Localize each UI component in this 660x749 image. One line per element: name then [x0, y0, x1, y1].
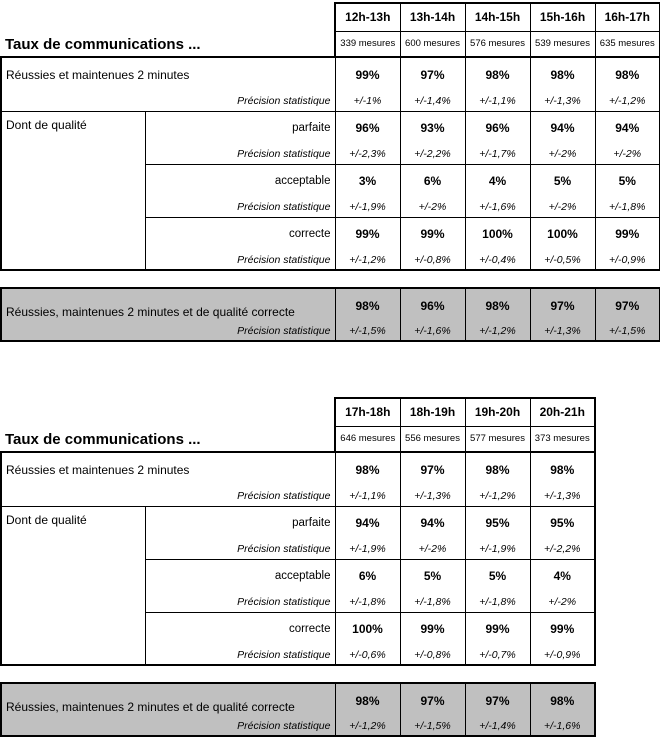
- summary-value-cell: 97%: [530, 288, 595, 322]
- table-title: Taux de communications ...: [5, 431, 201, 448]
- value-cell: 99%: [465, 612, 530, 645]
- precision-cell: +/-1,1%: [335, 486, 400, 506]
- summary-value-cell: 98%: [465, 288, 530, 322]
- precision-cell: +/-1,8%: [335, 592, 400, 612]
- row-label-parfaite: parfaite: [292, 121, 331, 134]
- precision-cell: +/-2%: [530, 197, 595, 217]
- row-label-acceptable: acceptable: [274, 174, 331, 187]
- precision-cell: +/-2,2%: [400, 144, 465, 164]
- precision-cell: +/-1,8%: [595, 197, 660, 217]
- summary-precision-cell: +/-1,3%: [530, 322, 595, 341]
- hour-header: 20h-21h: [530, 398, 595, 426]
- value-cell: 4%: [465, 164, 530, 197]
- value-cell: 5%: [465, 559, 530, 592]
- value-cell: 99%: [335, 57, 400, 91]
- precision-cell: +/-1,3%: [530, 486, 595, 506]
- summary-value-cell: 98%: [530, 683, 595, 717]
- value-cell: 97%: [400, 452, 465, 486]
- data-table: [0, 2, 660, 342]
- row-label-reussies: Réussies et maintenues 2 minutes: [1, 452, 335, 486]
- value-cell: 6%: [335, 559, 400, 592]
- row-label-correcte: correcte: [288, 227, 331, 240]
- value-cell: 5%: [530, 164, 595, 197]
- value-cell: 94%: [595, 111, 660, 144]
- precision-cell: +/-1%: [335, 91, 400, 111]
- precision-label: Précision statistique: [1, 91, 335, 111]
- value-cell: 4%: [530, 559, 595, 592]
- hour-header: 15h-16h: [530, 3, 595, 31]
- value-cell: 98%: [530, 57, 595, 91]
- precision-cell: +/-0,6%: [335, 645, 400, 665]
- summary-precision-cell: +/-1,2%: [465, 322, 530, 341]
- value-cell: 100%: [530, 217, 595, 250]
- value-cell: 93%: [400, 111, 465, 144]
- summary-value-cell: 98%: [335, 288, 400, 322]
- summary-precision-cell: +/-1,6%: [530, 717, 595, 736]
- precision-label: Précision statistique: [1, 322, 335, 341]
- row-label-reussies: Réussies et maintenues 2 minutes: [1, 57, 335, 91]
- summary-precision-cell: +/-1,5%: [400, 717, 465, 736]
- precision-label: Précision statistique: [145, 250, 335, 270]
- precision-cell: +/-1,3%: [400, 486, 465, 506]
- table-block-1: [0, 2, 660, 342]
- mesures-count: 373 mesures: [530, 426, 595, 452]
- precision-cell: +/-2%: [595, 144, 660, 164]
- precision-cell: +/-1,2%: [595, 91, 660, 111]
- mesures-count: 600 mesures: [400, 31, 465, 57]
- summary-precision-cell: +/-1,5%: [595, 322, 660, 341]
- value-cell: 95%: [530, 506, 595, 539]
- table-block-2: [0, 397, 596, 737]
- precision-label: Précision statistique: [1, 717, 335, 736]
- value-cell: 99%: [400, 612, 465, 645]
- precision-label: Précision statistique: [145, 144, 335, 164]
- precision-cell: +/-0,5%: [530, 250, 595, 270]
- value-cell: 94%: [400, 506, 465, 539]
- summary-precision-cell: +/-1,6%: [400, 322, 465, 341]
- precision-cell: +/-1,9%: [335, 539, 400, 559]
- value-cell: 5%: [595, 164, 660, 197]
- precision-label: Précision statistique: [145, 539, 335, 559]
- value-cell: 97%: [400, 57, 465, 91]
- precision-cell: +/-2,3%: [335, 144, 400, 164]
- precision-cell: +/-1,6%: [465, 197, 530, 217]
- value-cell: 100%: [335, 612, 400, 645]
- row-label-correcte: correcte: [288, 622, 331, 635]
- precision-cell: +/-2,2%: [530, 539, 595, 559]
- value-cell: 96%: [335, 111, 400, 144]
- summary-precision-cell: +/-1,2%: [335, 717, 400, 736]
- precision-cell: +/-2%: [530, 144, 595, 164]
- precision-cell: +/-1,7%: [465, 144, 530, 164]
- precision-cell: +/-2%: [400, 539, 465, 559]
- value-cell: 98%: [465, 57, 530, 91]
- mesures-count: 577 mesures: [465, 426, 530, 452]
- value-cell: 99%: [595, 217, 660, 250]
- value-cell: 98%: [595, 57, 660, 91]
- precision-cell: +/-1,8%: [465, 592, 530, 612]
- precision-cell: +/-0,8%: [400, 250, 465, 270]
- row-label-acceptable: acceptable: [274, 569, 331, 582]
- value-cell: 95%: [465, 506, 530, 539]
- summary-value-cell: 98%: [335, 683, 400, 717]
- value-cell: 98%: [335, 452, 400, 486]
- precision-cell: +/-0,9%: [595, 250, 660, 270]
- mesures-count: 556 mesures: [400, 426, 465, 452]
- precision-cell: +/-1,1%: [465, 91, 530, 111]
- precision-cell: +/-1,3%: [530, 91, 595, 111]
- summary-precision-cell: +/-1,5%: [335, 322, 400, 341]
- value-cell: 99%: [530, 612, 595, 645]
- row-label-dont-qualite: Dont de qualité: [1, 111, 145, 270]
- hour-header: 18h-19h: [400, 398, 465, 426]
- hour-header: 13h-14h: [400, 3, 465, 31]
- table-title: Taux de communications ...: [5, 36, 201, 53]
- precision-label: Précision statistique: [1, 486, 335, 506]
- precision-label: Précision statistique: [145, 197, 335, 217]
- precision-cell: +/-1,8%: [400, 592, 465, 612]
- summary-precision-cell: +/-1,4%: [465, 717, 530, 736]
- hour-header: 19h-20h: [465, 398, 530, 426]
- hour-header: 17h-18h: [335, 398, 400, 426]
- value-cell: 94%: [335, 506, 400, 539]
- value-cell: 96%: [465, 111, 530, 144]
- summary-value-cell: 97%: [400, 683, 465, 717]
- mesures-count: 576 mesures: [465, 31, 530, 57]
- summary-value-cell: 97%: [595, 288, 660, 322]
- value-cell: 6%: [400, 164, 465, 197]
- value-cell: 5%: [400, 559, 465, 592]
- precision-label: Précision statistique: [145, 645, 335, 665]
- data-table: [0, 397, 596, 737]
- value-cell: 100%: [465, 217, 530, 250]
- row-label-parfaite: parfaite: [292, 516, 331, 529]
- precision-cell: +/-1,9%: [335, 197, 400, 217]
- precision-cell: +/-2%: [400, 197, 465, 217]
- precision-cell: +/-1,2%: [335, 250, 400, 270]
- hour-header: 16h-17h: [595, 3, 660, 31]
- precision-cell: +/-0,8%: [400, 645, 465, 665]
- precision-cell: +/-1,4%: [400, 91, 465, 111]
- value-cell: 98%: [465, 452, 530, 486]
- precision-cell: +/-1,2%: [465, 486, 530, 506]
- mesures-count: 539 mesures: [530, 31, 595, 57]
- row-label-summary: Réussies, maintenues 2 minutes et de qualité correcte: [1, 288, 335, 322]
- hour-header: 14h-15h: [465, 3, 530, 31]
- value-cell: 98%: [530, 452, 595, 486]
- value-cell: 94%: [530, 111, 595, 144]
- value-cell: 99%: [335, 217, 400, 250]
- summary-value-cell: 97%: [465, 683, 530, 717]
- row-label-dont-qualite: Dont de qualité: [1, 506, 145, 665]
- mesures-count: 339 mesures: [335, 31, 400, 57]
- precision-cell: +/-1,9%: [465, 539, 530, 559]
- precision-cell: +/-2%: [530, 592, 595, 612]
- row-label-summary: Réussies, maintenues 2 minutes et de qualité correcte: [1, 683, 335, 717]
- precision-cell: +/-0,7%: [465, 645, 530, 665]
- precision-cell: +/-0,4%: [465, 250, 530, 270]
- precision-label: Précision statistique: [145, 592, 335, 612]
- mesures-count: 646 mesures: [335, 426, 400, 452]
- precision-cell: +/-0,9%: [530, 645, 595, 665]
- summary-value-cell: 96%: [400, 288, 465, 322]
- hour-header: 12h-13h: [335, 3, 400, 31]
- mesures-count: 635 mesures: [595, 31, 660, 57]
- value-cell: 99%: [400, 217, 465, 250]
- value-cell: 3%: [335, 164, 400, 197]
